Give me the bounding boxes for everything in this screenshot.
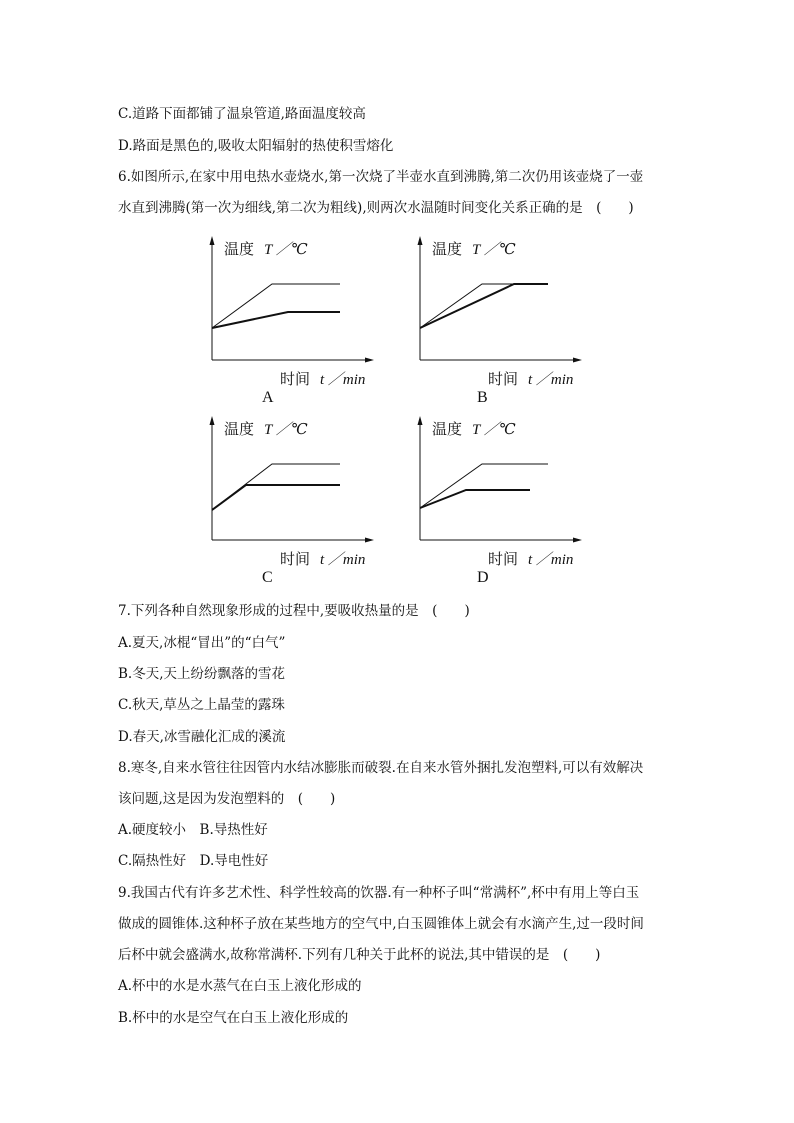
q6-stem-line-1: 6.如图所示,在家中用电热水壶烧水,第一次烧了半壶水直到沸腾,第二次仍用该壶烧了一壶	[118, 169, 644, 185]
y-axis-unit: T ／℃	[472, 242, 516, 258]
y-axis-unit: T ／℃	[472, 422, 516, 438]
option-b-label: B	[477, 389, 488, 406]
x-axis-unit: t ／min	[528, 372, 574, 388]
graph-b	[408, 232, 598, 411]
x-axis-unit: t ／min	[320, 552, 366, 568]
q8-stem-line-1: 8.寒冬,自来水管往往因管内水结冰膨胀而破裂.在自来水管外捆扎发泡塑料,可以有效解决	[118, 760, 644, 776]
x-axis-unit: t ／min	[528, 552, 574, 568]
q9-option-a: A.杯中的水是水蒸气在白玉上液化形成的	[118, 978, 362, 994]
q7-option-c: C.秋天,草丛之上晶莹的露珠	[118, 697, 285, 713]
y-axis-label: 温度	[224, 420, 255, 438]
graph-d	[408, 412, 598, 591]
q8-stem-line-2: 该问题,这是因为发泡塑料的 ( )	[118, 791, 336, 807]
x-axis-unit: t ／min	[320, 372, 366, 388]
q6-stem-line-2: 水直到沸腾(第一次为细线,第二次为粗线),则两次水温随时间变化关系正确的是 ( )	[118, 200, 634, 216]
y-axis-label: 温度	[224, 240, 255, 258]
q8-options-ab: A.硬度较小 B.导热性好	[118, 822, 268, 838]
q7-option-d: D.春天,冰雪融化汇成的溪流	[118, 729, 286, 745]
y-axis-label: 温度	[432, 420, 463, 438]
q5-option-d: D.路面是黑色的,吸收太阳辐射的热使积雪熔化	[118, 138, 394, 154]
q7-option-a: A.夏天,冰棍“冒出”的“白气”	[118, 635, 286, 651]
graph-c	[200, 412, 390, 591]
x-axis-label: 时间	[488, 550, 519, 568]
q8-options-cd: C.隔热性好 D.导电性好	[118, 853, 269, 869]
y-axis-unit: T ／℃	[264, 242, 308, 258]
q9-stem-line-3: 后杯中就会盛满水,故称常满杯.下列有几种关于此杯的说法,其中错误的是 ( )	[118, 947, 601, 963]
x-axis-label: 时间	[488, 370, 519, 388]
q7-stem: 7.下列各种自然现象形成的过程中,要吸收热量的是 ( )	[118, 603, 470, 619]
x-axis-label: 时间	[280, 370, 311, 388]
graph-a	[200, 232, 390, 411]
q9-stem-line-1: 9.我国古代有许多艺术性、科学性较高的饮器.有一种杯子叫“常满杯”,杯中有用上等白玉	[118, 885, 640, 901]
x-axis-label: 时间	[280, 550, 311, 568]
q5-option-c: C.道路下面都铺了温泉管道,路面温度较高	[118, 106, 366, 122]
y-axis-unit: T ／℃	[264, 422, 308, 438]
q9-stem-line-2: 做成的圆锥体.这种杯子放在某些地方的空气中,白玉圆锥体上就会有水滴产生,过一段时间	[118, 916, 644, 932]
option-d-label: D	[477, 569, 489, 586]
option-c-label: C	[262, 569, 273, 586]
y-axis-label: 温度	[432, 240, 463, 258]
option-a-label: A	[262, 389, 274, 406]
q7-option-b: B.冬天,天上纷纷飘落的雪花	[118, 666, 286, 682]
q9-option-b: B.杯中的水是空气在白玉上液化形成的	[118, 1010, 349, 1026]
